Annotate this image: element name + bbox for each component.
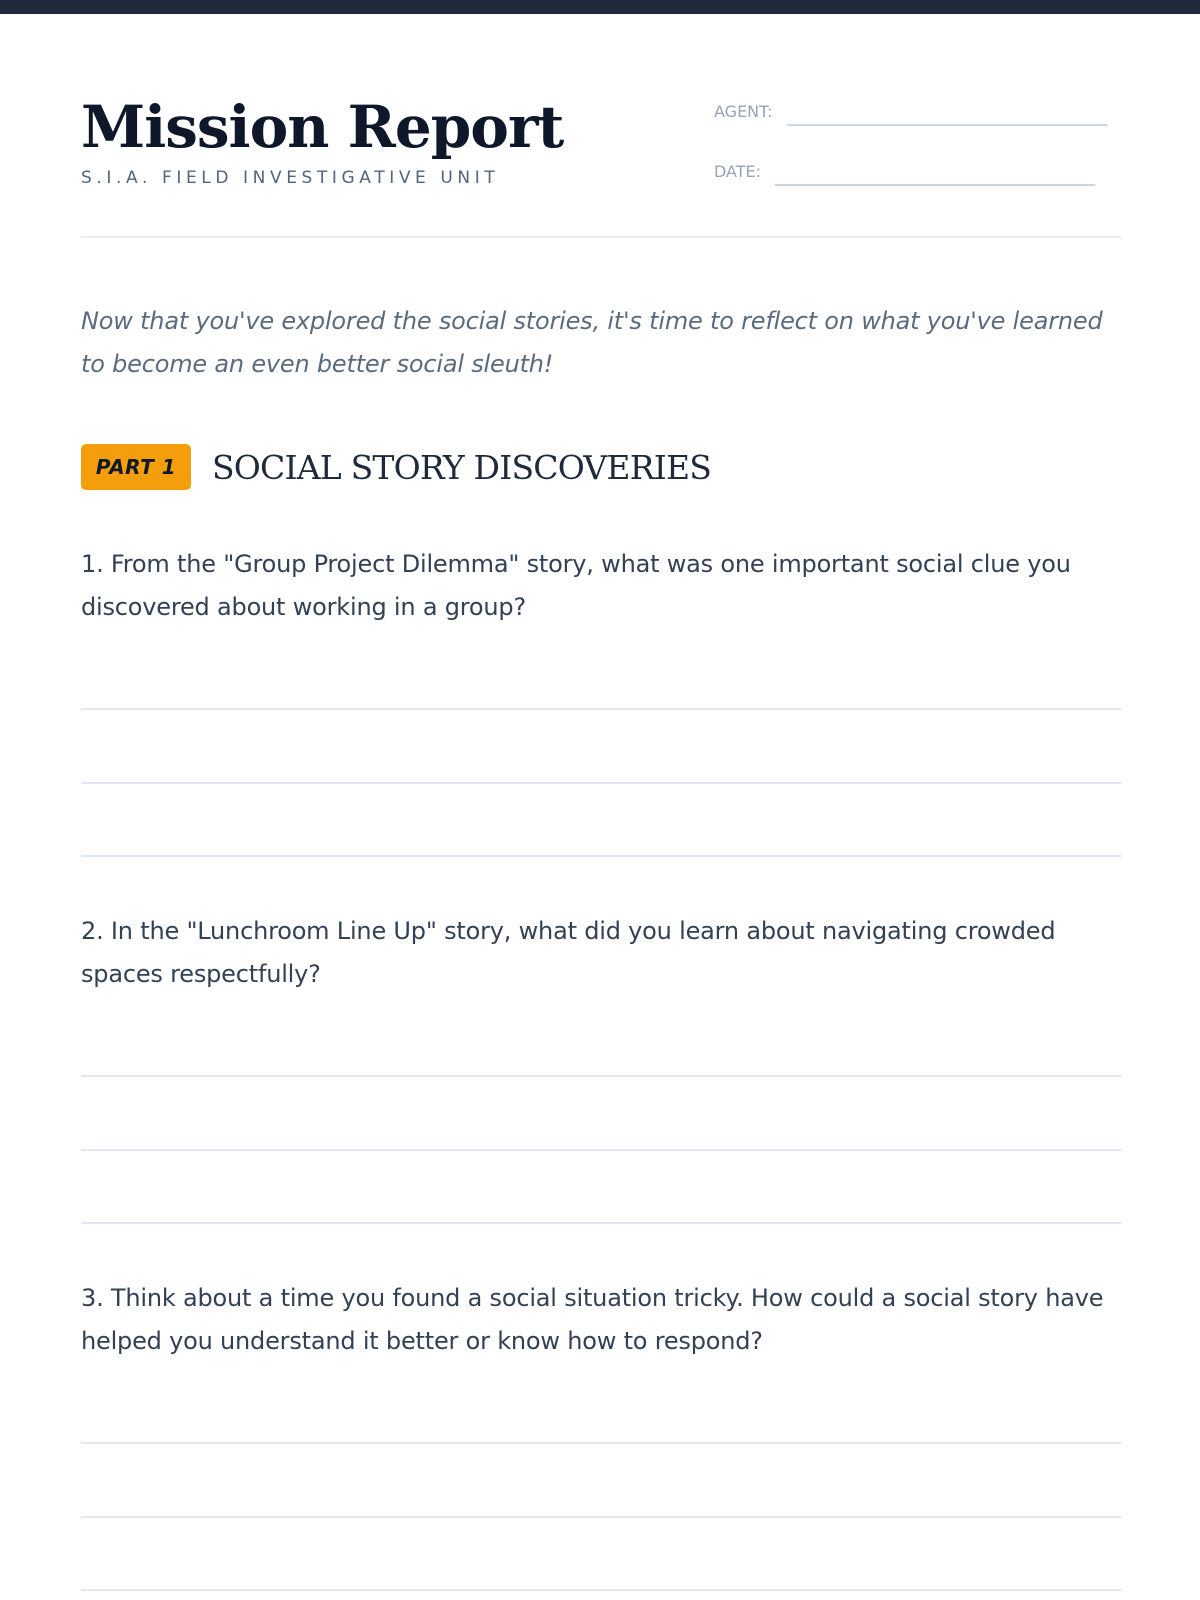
- agent-label: AGENT:: [714, 102, 773, 121]
- part-badge: PART 1: [81, 444, 191, 490]
- date-field: [714, 152, 1095, 192]
- agent-input-line[interactable]: [787, 92, 1107, 126]
- answer-line[interactable]: [81, 708, 1121, 710]
- answer-line[interactable]: [81, 782, 1121, 784]
- question-text: 1. From the "Group Project Dilemma" story, what was one important social clue you discovered about working in a group?: [81, 550, 1071, 621]
- question-text: 2. In the "Lunchroom Line Up" story, what did you learn about navigating crowded spaces respectfully?: [81, 917, 1056, 988]
- question-2: [81, 910, 1121, 996]
- top-bar: [0, 0, 1200, 14]
- answer-line[interactable]: [81, 1075, 1121, 1077]
- date-label: DATE:: [714, 162, 762, 181]
- answer-line[interactable]: [81, 1516, 1121, 1518]
- part-1-heading: [81, 444, 711, 490]
- intro-text: Now that you've explored the social stories, it's time to reflect on what you've learned to become an even better social sleuth!: [81, 307, 1103, 378]
- answer-line[interactable]: [81, 1442, 1121, 1444]
- question-text: 3. Think about a time you found a social situation tricky. How could a social story have helped you understand it better or know how to respond?: [81, 1284, 1104, 1355]
- answer-line[interactable]: [81, 1149, 1121, 1151]
- question-1: [81, 543, 1121, 629]
- header: [81, 92, 1121, 238]
- answer-line[interactable]: [81, 1222, 1121, 1224]
- section-title: SOCIAL STORY DISCOVERIES: [212, 447, 712, 487]
- answer-line[interactable]: [81, 855, 1121, 857]
- question-3: [81, 1277, 1121, 1363]
- agent-field: [714, 92, 1107, 132]
- page-title: Mission Report: [81, 93, 564, 161]
- page-subtitle: S.I.A. FIELD INVESTIGATIVE UNIT: [81, 168, 500, 188]
- answer-line[interactable]: [81, 1589, 1121, 1591]
- date-input-line[interactable]: [775, 152, 1095, 186]
